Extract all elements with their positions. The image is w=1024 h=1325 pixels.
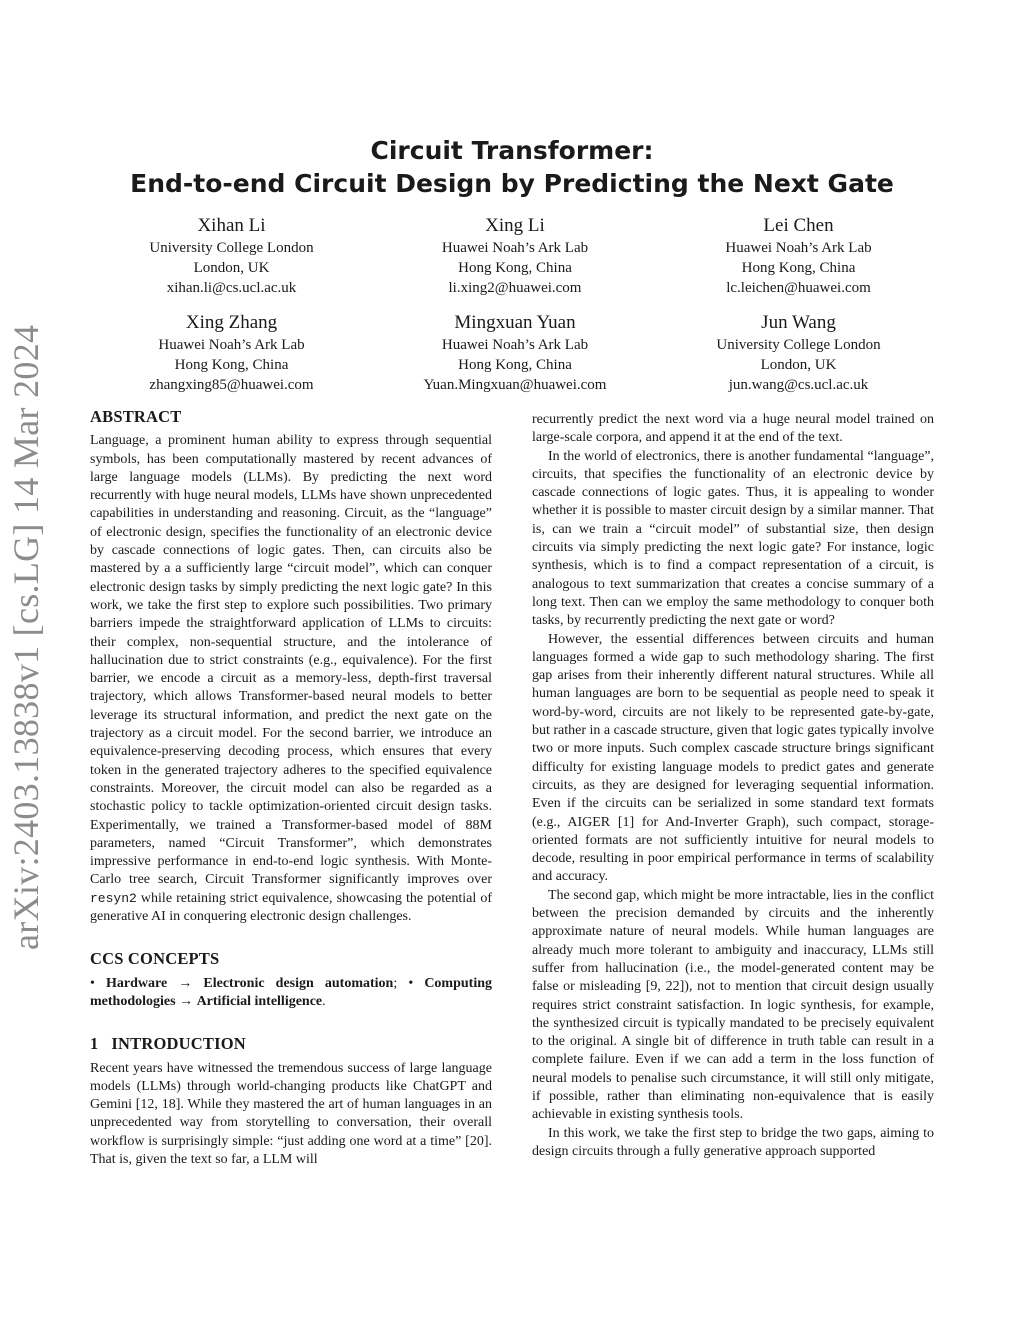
arxiv-sidebar bbox=[6, 324, 72, 950]
ccs-term-computing: Computing methodologies bbox=[90, 975, 492, 1009]
intro-paragraph-5: In this work, we take the first step to bridge the two gaps, aiming to design circuits through a fully generative approach supported bbox=[532, 1125, 934, 1159]
author-email[interactable]: li.xing2@huawei.com bbox=[448, 280, 582, 296]
title-line-2: End-to-end Circuit Design by Predicting the Next Gate bbox=[130, 169, 894, 198]
intro-paragraph-4: The second gap, which might be more intractable, lies in the conflict between the precision demanded by circuits and the inherently approximate nature of neural models. While human languages are already much more tolerant to ambiguity and inaccuracy, LLMs still suffer from hallucination (i.e., the model-generated content may be false or misleading [9, 22]), not to mention that circuit design usually requires strict constraint satisfaction. In logic synthesis, for example, the synthesized circuit is typically mandated to be precisely equivalent to the original. A single bit of difference in truth table can result in a complete failure. Even if we can add a term in the loss function of neural models to penalise such circumstance, it will still only mitigate, if possible, rather than eliminating non-equivalence that is easily achievable in existing synthesis tools. bbox=[532, 887, 934, 1123]
abstract-text bbox=[90, 432, 492, 926]
author-email[interactable]: zhangxing85@huawei.com bbox=[149, 377, 314, 393]
abstract-heading: ABSTRACT bbox=[90, 407, 182, 426]
author-location: Hong Kong, China bbox=[458, 357, 572, 373]
intro-paragraph-3: However, the essential differences between circuits and human languages formed a wide gap to such methodology sharing. The first gap arises from their inherently different natural structures. While all human languages are born to be sequential as people need to speak it word-by-word, circuits are not likely to be represented gate-by-gate, but rather in a cascade structure, given that logic gates typically involve two or more inputs. Such complex cascade structure brings significant difficulty for existing language models to predict gates and generate circuits, as they are designed for leveraging sequential information. Even if the circuits can be serialized in some standard text formats (e.g., AIGER [1] for And-Inverter Graph), such compact, storage-oriented formats are not sufficiently intuitive for neural models to decode, resulting in poor empirical performance in terms of scalability and accuracy. bbox=[532, 631, 934, 885]
ccs-separator: ; • bbox=[393, 975, 425, 991]
author-name: Xing Zhang bbox=[185, 312, 278, 333]
author-card bbox=[90, 311, 373, 395]
author-affiliation: Huawei Noah’s Ark Lab bbox=[441, 240, 589, 256]
author-card bbox=[657, 311, 940, 395]
author-block bbox=[90, 214, 940, 408]
author-name: Lei Chen bbox=[763, 215, 834, 236]
abstract-text-a: Language, a prominent human ability to express through sequential symbols, has been computationally mastered by recent advances of large language models (LLMs). By predicting the next word recurrently with huge neural models, LLMs have shown unprecedented capabilities in understanding and reasoning. Circuit, as the “language” of electronic design, specifies the functionality of an electronic device by cascade connections of logic gates. Then, can circuits also be mastered by a a sufficiently large “circuit model”, which can conquer electronic design tasks by simply predicting the next logic gate? In this work, we take the first step to explore such possibilities. Two primary barriers impede the straightforward application of LLMs to circuits: their complex, non-sequential structure, and the intolerance of hallucination due to strict constraints (e.g., equivalence). For the first barrier, we encode a circuit as a memory-less, depth-first traversal trajectory, which allows Transformer-based neural models to better leverage its structural information, and predict the next gate on the trajectory as a circuit model. For the second barrier, we introduce an equivalence-preserving decoding process, which ensures that every token in the generated trajectory adheres to the specified equivalence constraints. Moreover, the circuit model can also be regarded as a stochastic policy to tackle optimization-oriented circuit design tasks. Experimentally, we trained a Transformer-based model of 88M parameters, named “Circuit Transformer”, which demonstrates impressive performance in end-to-end logic synthesis. With Monte-Carlo tree search, Circuit Transformer significantly improves over bbox=[90, 433, 492, 888]
intro-paragraph-2: In the world of electronics, there is another fundamental “language”, circuits, that specifies the functionality of an electronic device by cascade connections of logic gates. Thus, it is appealing to wonder whether it is possible to master circuit design by a similar manner. That is, can we train a “circuit model” of substantial size, then design circuits via simply predicting the next logic gate? For instance, logic synthesis, which is to find a compact representation of a circuit, is analogous to text summarization that creates a concise summary of a long text. Then can we employ the same methodology to conquer both tasks, by recurrently predicting the next gate or word? bbox=[532, 448, 934, 629]
author-name: Jun Wang bbox=[761, 312, 836, 333]
author-email[interactable]: xihan.li@cs.ucl.ac.uk bbox=[166, 280, 297, 296]
author-card bbox=[374, 214, 657, 298]
ccs-end: . bbox=[322, 993, 326, 1009]
author-email[interactable]: Yuan.Mingxuan@huawei.com bbox=[423, 377, 607, 393]
author-affiliation: Huawei Noah’s Ark Lab bbox=[158, 337, 305, 353]
author-card bbox=[657, 214, 940, 298]
ccs-arrow: → bbox=[175, 993, 197, 1009]
author-card bbox=[90, 214, 373, 298]
intro-paragraph-1: Recent years have witnessed the tremendous success of large language models (LLMs) through world-changing products like ChatGPT and Gemini [12, 18]. While they mastered the art of human languages in an unprecedented way from storytelling to conversation, their overall workflow is surprisingly simple: “just adding one word at a time” [20]. That is, given the text so far, a LLM will bbox=[90, 1060, 492, 1167]
author-email[interactable]: lc.leichen@huawei.com bbox=[726, 280, 871, 296]
left-column bbox=[90, 408, 492, 1169]
author-row-1 bbox=[90, 214, 940, 298]
ccs-term-ai: Artificial intelligence bbox=[196, 993, 323, 1009]
author-location: London, UK bbox=[760, 357, 837, 373]
author-location: Hong Kong, China bbox=[174, 357, 289, 373]
intro-paragraph-continued: recurrently predict the next word via a huge neural model trained on large-scale corpora, and append it at the end of the text. bbox=[532, 412, 934, 446]
ccs-term-eda: Electronic design automation bbox=[203, 975, 394, 991]
ccs-concepts bbox=[90, 975, 492, 1012]
paper-title bbox=[100, 134, 924, 200]
ccs-heading: CCS CONCEPTS bbox=[90, 949, 220, 969]
author-name: Xing Li bbox=[485, 215, 545, 236]
right-column bbox=[532, 411, 934, 1161]
author-location: Hong Kong, China bbox=[741, 260, 856, 276]
author-affiliation: University College London bbox=[149, 240, 314, 256]
ccs-bullet: • bbox=[90, 975, 106, 991]
ccs-term-hardware: Hardware bbox=[106, 975, 168, 991]
author-affiliation: Huawei Noah’s Ark Lab bbox=[725, 240, 872, 256]
author-row-2 bbox=[90, 311, 940, 395]
author-affiliation: University College London bbox=[716, 337, 881, 353]
arxiv-identifier[interactable]: arXiv:2403.13838v1 [cs.LG] 14 Mar 2024 bbox=[6, 324, 46, 950]
abstract-text-b: while retaining strict equivalence, showcasing the potential of generative AI in conquering electronic design challenges. bbox=[90, 890, 492, 925]
author-name: Mingxuan Yuan bbox=[454, 312, 576, 333]
author-location: Hong Kong, China bbox=[458, 260, 572, 276]
author-location: London, UK bbox=[193, 260, 270, 276]
ccs-arrow: → bbox=[167, 975, 204, 991]
intro-heading: 1 INTRODUCTION bbox=[90, 1034, 246, 1054]
author-affiliation: Huawei Noah’s Ark Lab bbox=[441, 337, 589, 353]
author-name: Xihan Li bbox=[197, 215, 266, 236]
author-card bbox=[374, 311, 657, 395]
resyn2-code: resyn2 bbox=[90, 890, 137, 906]
title-line-1: Circuit Transformer: bbox=[370, 136, 654, 165]
author-email[interactable]: jun.wang@cs.ucl.ac.uk bbox=[728, 377, 869, 393]
